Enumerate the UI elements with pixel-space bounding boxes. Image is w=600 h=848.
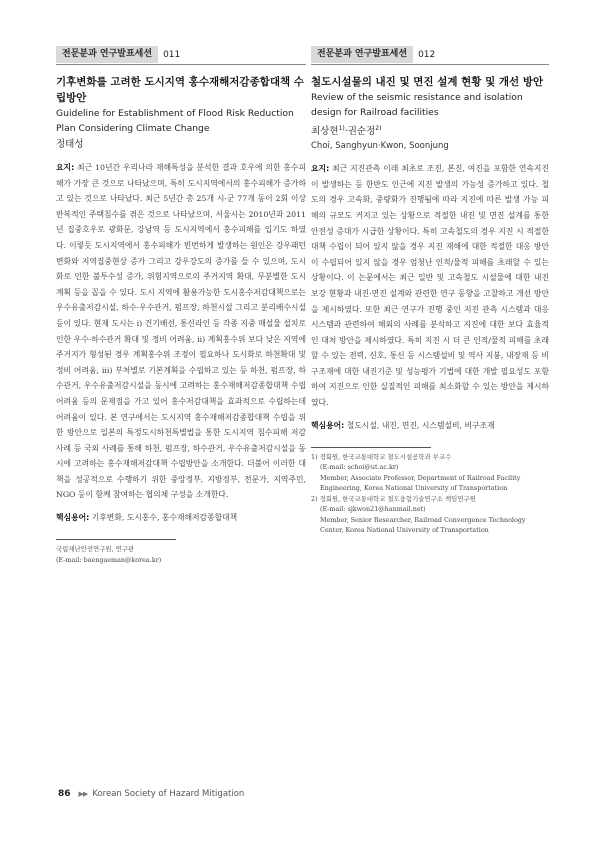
title-english: Review of the seismic resistance and isolation design for Railroad facilities <box>311 92 523 118</box>
journal-name: Korean Society of Hazard Mitigation <box>92 789 245 799</box>
footnote <box>311 452 549 536</box>
abstract <box>56 160 306 503</box>
page-footer <box>58 789 244 799</box>
page-number: 86 <box>58 789 71 799</box>
section-label: 전문분과 연구발표세션 <box>311 46 413 63</box>
author-korean <box>311 121 549 139</box>
keywords <box>56 511 306 525</box>
author-name: 권순정 <box>347 126 376 138</box>
author-separator: · <box>344 126 348 138</box>
section-divider <box>56 64 306 65</box>
footnote-line: Member, Associate Professor, Department of Railroad Facility Engineering, Korea National University of Transportation <box>320 473 521 493</box>
keywords <box>311 419 549 433</box>
author-korean: 정태성 <box>56 139 84 150</box>
abstract-text: 최근 지진관측 이래 최초로 조진, 본진, 여진을 포함한 연속지진이 발생하는 등 한반도 인근에 지진 발생의 가능성 증가하고 있다. 철도의 경우 고속화, 중량화가 진행됨에 따라 지진에 따른 발생 가능 피해의 규모도 커지고 있는 상황으로 적절한 내진 및 면진 설계를 통한 안전성 증대가 시급한 상황이다. 특히 고속철도의 경우 지진 시 적절한 대책 수립이 되어 있지 않을 경우 지진 재해에 대한 적절한 대응 방안이 수립되어 있지 않을 경우 엄청난 인적/물적 피해를 초래할 수 있는 상황이다. 이 논문에서는 최근 일반 및 고속철도 시설물에 대한 내진 보강 현황과 내진·면진 설계와 관련한 연구 동향을 고찰하고 개선 방안을 제시하였다. 또한 최근 연구가 진행 중인 지진 관측 시스템과 대응 시스템과 관련하여 해외의 사례를 분석하고 지진에 대한 보다 효율적인 대처 방안을 제시하였다. 특히 지진 시 더 큰 인적/물적 피해를 초래할 수 있는 전력, 신호, 통신 등 시스템설비 및 역사 지붕, 내장재 등 비구조재에 대한 내진기준 및 성능평가 기법에 대한 개발 필요성도 포함하여 지진으로 인한 실질적인 피해를 최소화할 수 있는 방안을 제시하였다. <box>311 164 549 408</box>
abstract-text: 최근 10년간 우리나라 재해특성을 분석한 결과 호우에 의한 홍수피해가 가장 큰 것으로 나타났으며, 특히 도시지역에서의 홍수피해가 증가하고 있는 것으로 나타났다. 최근 5년간 총 25개 시·군 77개 동이 2회 이상 반복적인 주택침수를 겪은 것으로 나타났으며, 서울시는 2010년과 2011년 집중호우로 광화문, 강남역 등 도시지역에서 홍수피해를 입기도 하였다. 이렇듯 도시지역에서 홍수피해가 빈번하게 발생하는 원인은 강우패턴 변화와 지역집중현상 증가 그리고 강우강도의 증가를 들 수 있으며, 도시화로 인한 불투수성 증가, 위험지역으로의 주거지역 확대, 무분별한 도시계획 등을 꼽을 수 있다. 도시 지역에 활용가능한 도시홍수저감대책으로는 우수유출저감시설, 하수·우수관거, 펌프장, 하천시설 그리고 분리배수시설 등이 있다. 현재 도시는 i) 건기배선, 통신라인 등 각종 지중 매설물 설치로 인한 우수·하수관거 확대 및 정비 어려움, ii) 계획홍수위 보다 낮은 지역에 주거지가 형성된 경우 계획홍수위 조정이 필요하나 도시화로 하천확대 및 정비 어려움, iii) 부처별로 기본계획을 수립하고 있는 등 하천, 펌프장, 하수관거, 우수유출저감시설을 동시에 고려하는 홍수재해저감종합대책 수립 어려움 등의 문제점을 가고 있어 홍수저감대책을 효과적으로 수립하는데 어려움이 있다. 본 연구에서는 도시지역 홍수재해저감종합대책 수립을 위한 방안으로 일본의 특정도시하천특별법을 통한 도시지역 침수피해 저감 사례 등 국외 사례를 통해 하천, 펌프장, 하수관거, 우수유출저감시설을 동시에 고려하는 홍수재해저감대책 수립방안을 소개한다. 더불어 이러한 대책을 성공적으로 수행하기 위한 중앙정부, 지방정부, 전문가, 지역주민, NGO 등이 함께 참여하는 협의체 구성을 소개한다. <box>56 163 306 500</box>
footnote-line: Member, Senior Researcher, Railroad Convergence Technology Center, Korea National University of Transportation <box>320 515 526 535</box>
footnote <box>56 544 306 565</box>
footnote-line: 2) 정회원, 한국교통대학교 철도융합기술연구소 책임연구원 <box>311 494 476 503</box>
title-english: Guideline for Establishment of Flood Risk Reduction Plan Considering Climate Change <box>56 108 294 134</box>
article-left <box>56 46 306 565</box>
author-name: 최상현 <box>311 126 339 138</box>
section-header <box>311 46 549 63</box>
title-korean: 철도시설물의 내진 및 면진 설계 현황 및 개선 방안 <box>311 76 544 88</box>
section-divider <box>311 64 549 65</box>
section-number: 012 <box>418 49 436 60</box>
keywords-label: 핵심용어: <box>311 420 345 430</box>
section-header <box>56 46 306 63</box>
title-korean: 기후변화를 고려한 도시지역 홍수재해저감종합대책 수립방안 <box>56 76 304 104</box>
keywords-text: 철도시설, 내진, 면진, 시스템설비, 비구조재 <box>346 420 495 430</box>
footnote-line: (E-mail: schoi@ut.ac.kr) <box>320 463 399 472</box>
abstract-label: 요지: <box>56 163 75 172</box>
abstract <box>311 161 549 411</box>
section-number: 011 <box>163 49 181 60</box>
double-triangle-right-icon: ▶▶ <box>78 790 88 798</box>
keywords-label: 핵심용어: <box>56 513 90 523</box>
keywords-text: 기후변화, 도시홍수, 홍수재해저감종합대책 <box>91 513 238 523</box>
abstract-label: 요지: <box>311 164 330 174</box>
section-label: 전문분과 연구발표세션 <box>56 46 158 63</box>
author-affiliation-mark: 2) <box>375 125 382 132</box>
footnote-divider <box>56 539 176 540</box>
footnote-line: (E-mail: baengaeman@korea.kr) <box>56 555 162 564</box>
footnote-line: 국립재난안전연구원, 연구관 <box>56 545 135 554</box>
footnote-line: 1) 정회원, 한국교통대학교 철도시설공학과 부교수 <box>311 452 452 461</box>
footnote-line: (E-mail: sjkwon21@hanmail.net) <box>320 505 426 514</box>
author-affiliation-mark: 1) <box>338 125 345 132</box>
footnote-divider <box>311 447 431 448</box>
author-english: Choi, Sanghyun·Kwon, Soonjung <box>311 141 449 152</box>
article-right <box>311 46 549 536</box>
